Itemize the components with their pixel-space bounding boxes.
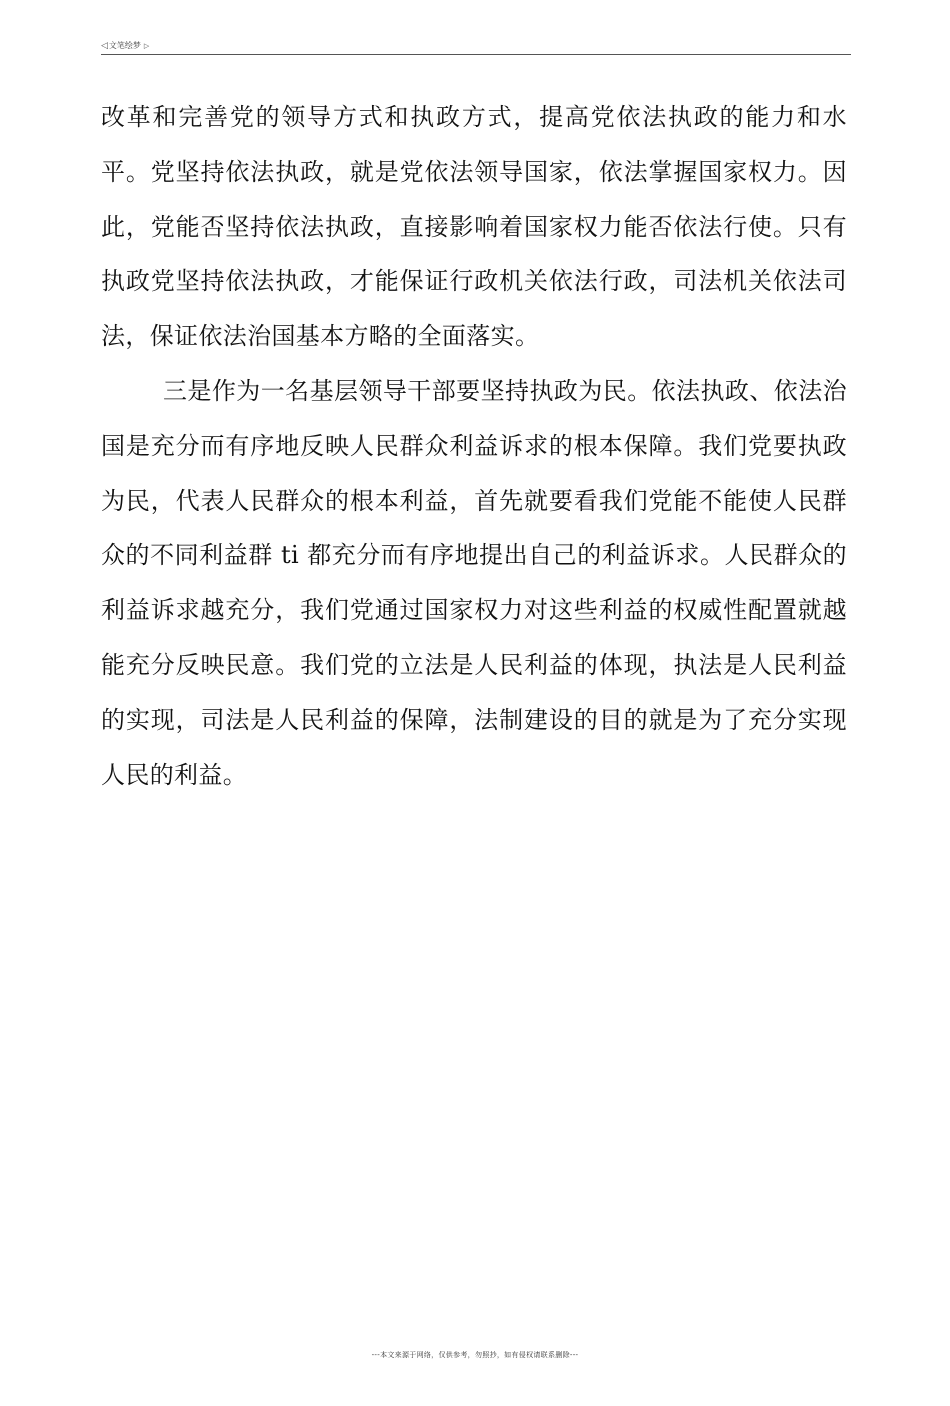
paragraph-2-text-start: 三是作为一名基层领导干部要坚持执政为民。依法执政、依法治国是充分而有序地反映人民群众利益诉求的根本保障。我们党要执政为民，代表人民群众的根本利益，首先就要看我们党能不能使人民群众的不同利益群 [101, 376, 847, 570]
paragraph-2-text-end: 都充分而有序地提出自己的利益诉求。人民群众的利益诉求越充分，我们党通过国家权力对这些利益的权威性配置就越能充分反映民意。我们党的立法是人民利益的体现，执法是人民利益的实现，司法是人民利益的保障，法制建设的目的就是为了充分实现人民的利益。 [101, 541, 848, 789]
paragraph-2 [101, 364, 847, 802]
paragraph-2-inline-serif: ti [281, 541, 300, 570]
page-header [101, 40, 851, 55]
header-title: 文笔绘梦 [108, 41, 141, 50]
paragraph-1: 改革和完善党的领导方式和执政方式，提高党依法执政的能力和水平。党坚持依法执政，就是党依法领导国家，依法掌握国家权力。因此，党能否坚持依法执政，直接影响着国家权力能否依法行使。只有执政党坚持依法执政，才能保证行政机关依法行政，司法机关依法司法，保证依法治国基本方略的全面落实。 [101, 103, 847, 351]
page-footer: ---本文来源于网络，仅供参考，勿照抄，如有侵权请联系删除--- [371, 1351, 579, 1359]
document-body [101, 90, 847, 802]
right-triangle-icon: ▷ [143, 42, 150, 50]
left-triangle-icon: ◁ [101, 41, 108, 51]
